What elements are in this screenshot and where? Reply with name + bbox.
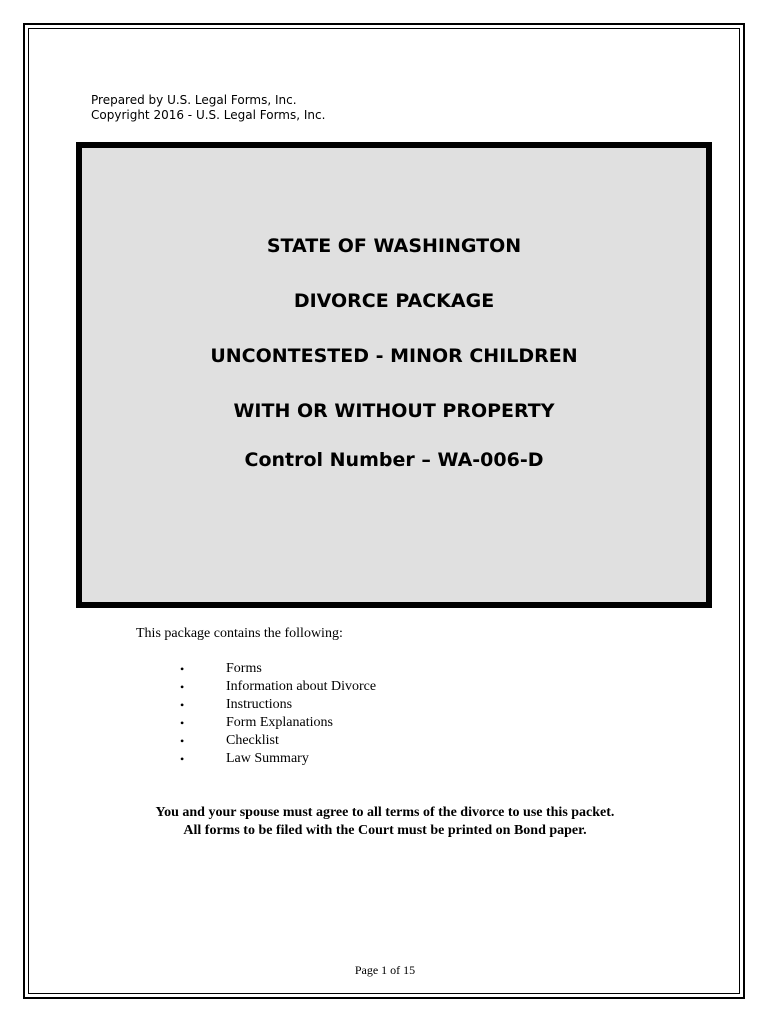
property-title: WITH OR WITHOUT PROPERTY bbox=[233, 400, 555, 422]
state-title: STATE OF WASHINGTON bbox=[266, 235, 522, 257]
bullet-icon: • bbox=[180, 734, 185, 748]
preparer-block bbox=[91, 93, 325, 123]
page-number: Page 1 of 15 bbox=[354, 963, 416, 977]
list-item-label: Information about Divorce bbox=[226, 679, 377, 694]
list-item-label: Instructions bbox=[226, 697, 293, 712]
case-type-title: UNCONTESTED - MINOR CHILDREN bbox=[210, 345, 578, 367]
prepared-by-text: Prepared by U.S. Legal Forms, Inc. bbox=[91, 93, 297, 107]
control-number: Control Number – WA-006-D bbox=[244, 449, 544, 471]
bullet-icon: • bbox=[180, 716, 185, 730]
list-item-label: Form Explanations bbox=[226, 715, 333, 730]
title-box bbox=[76, 142, 712, 608]
list-item-label: Law Summary bbox=[226, 751, 309, 766]
bullet-icon: • bbox=[180, 680, 185, 694]
copyright-text: Copyright 2016 - U.S. Legal Forms, Inc. bbox=[91, 108, 326, 122]
list-item-label: Checklist bbox=[226, 733, 279, 748]
bullet-icon: • bbox=[180, 698, 185, 712]
agreement-notice bbox=[0, 804, 770, 840]
list-item-label: Forms bbox=[226, 661, 262, 676]
bullet-icon: • bbox=[180, 662, 185, 676]
bullet-icon: • bbox=[180, 752, 185, 766]
contents-intro: This package contains the following: bbox=[136, 626, 343, 641]
notice-line-bond-paper: All forms to be filed with the Court must be printed on Bond paper. bbox=[183, 823, 587, 838]
notice-line-agreement: You and your spouse must agree to all terms of the divorce to use this packet. bbox=[155, 805, 615, 820]
package-title: DIVORCE PACKAGE bbox=[293, 290, 495, 312]
